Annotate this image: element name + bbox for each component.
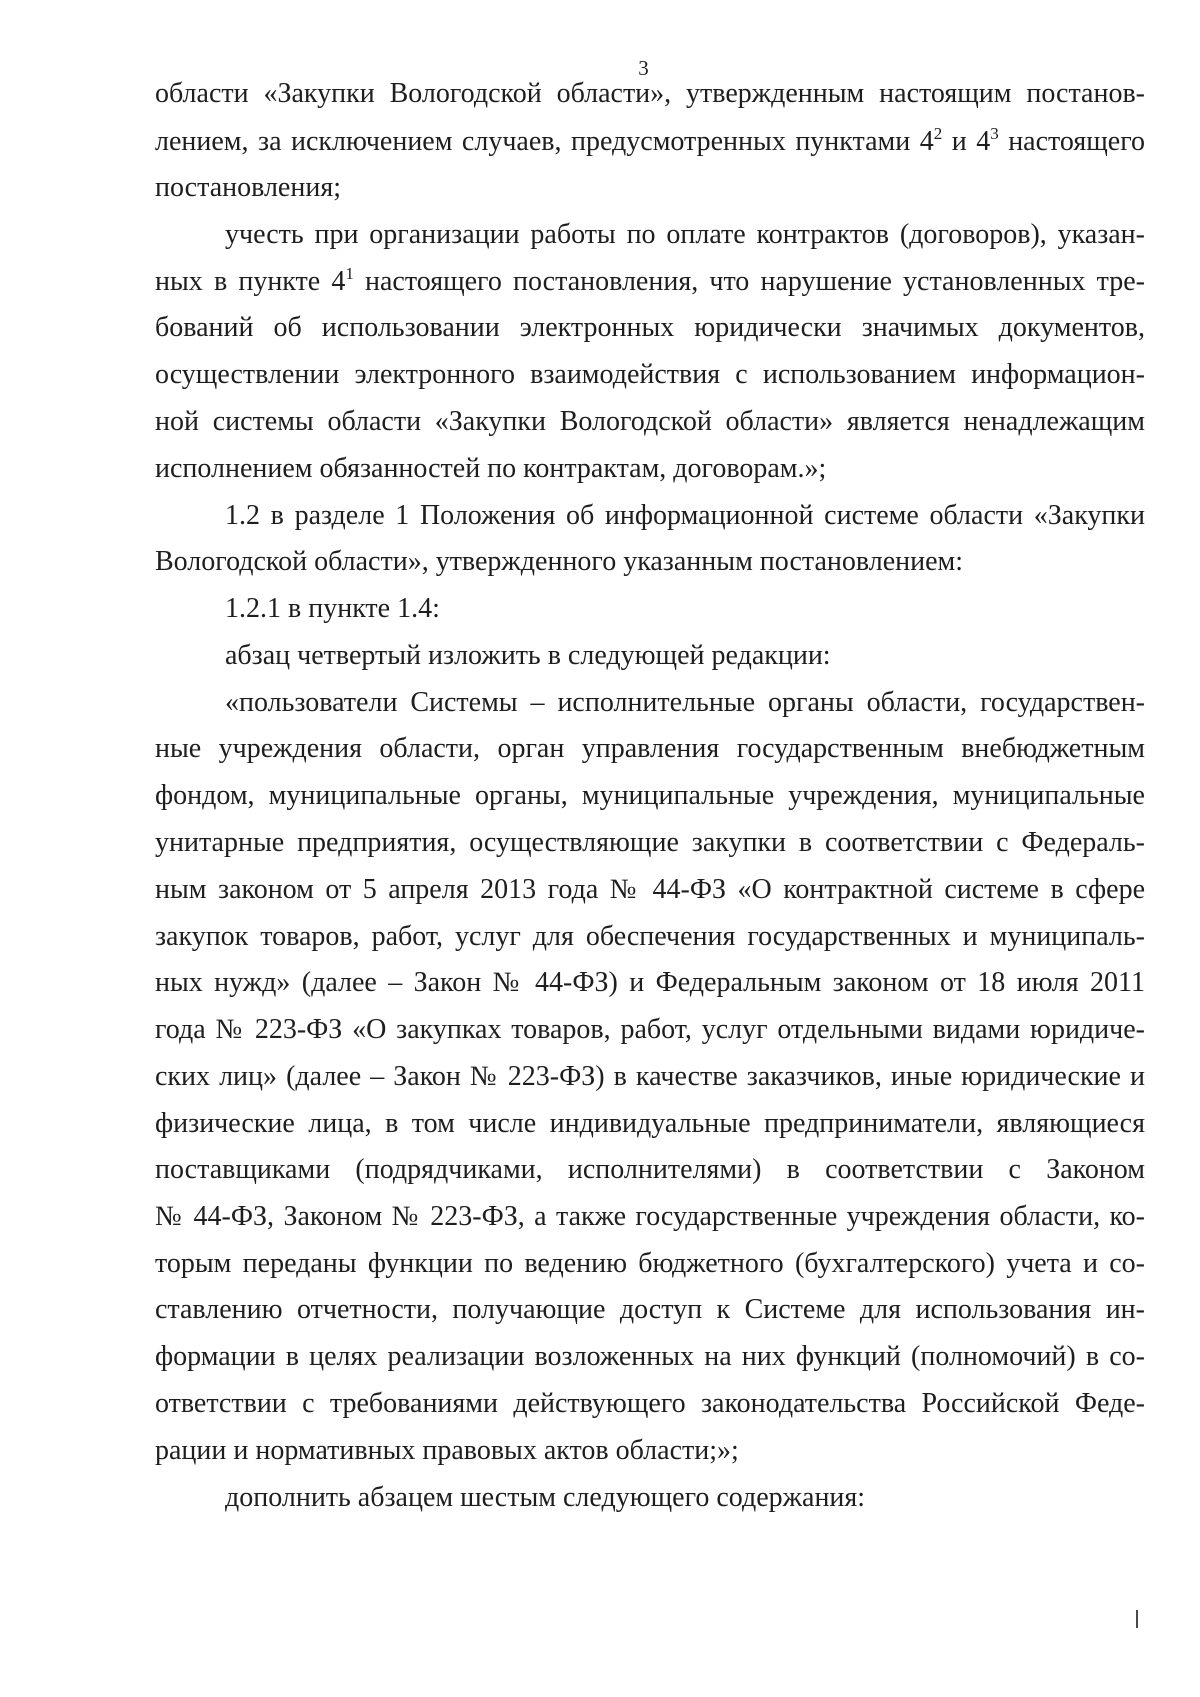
text-line: исполнением обязанностей по контрактам, договорам.»; (155, 453, 827, 484)
text-line: абзац четвертый изложить в следующей редакции: (225, 640, 831, 671)
text-line: закупок товаров, работ, услуг для обеспечения государственных и муниципаль- (155, 921, 1145, 952)
text-line: унитарные предприятия, осуществляющие закупки в соответствии с Федераль- (155, 827, 1145, 858)
superscript: 2 (933, 124, 943, 143)
text-fragment: лением, за исключением случаев, предусмотренных пунктами 4 (155, 126, 934, 157)
text-fragment: и 4 (942, 126, 991, 157)
text-line: физические лица, в том числе индивидуальные предприниматели, являющиеся (155, 1108, 1145, 1139)
text-line: торым переданы функции по ведению бюджетного (бухгалтерского) учета и со- (155, 1248, 1145, 1279)
text-line (155, 265, 1145, 299)
text-line: ные учреждения области, орган управления государственным внебюджетным (155, 733, 1145, 764)
text-line: постановления; (155, 172, 341, 203)
text-line: поставщиками (подрядчиками, исполнителями) в соответствии с Законом (155, 1154, 1145, 1185)
text-line: бований об использовании электронных юридически значимых документов, (155, 312, 1145, 343)
text-fragment: ных в пункте 4 (155, 266, 346, 297)
text-line: ставлению отчетности, получающие доступ к Системе для использования ин- (155, 1294, 1145, 1325)
text-line: фондом, муниципальные органы, муниципальные учреждения, муниципальные (155, 780, 1145, 811)
superscript: 1 (345, 264, 354, 283)
text-line: 1.2.1 в пункте 1.4: (225, 593, 440, 624)
text-line: осуществлении электронного взаимодействия с использованием информацион- (155, 359, 1145, 390)
text-line: формации в целях реализации возложенных на них функций (полномочий) в со- (155, 1341, 1145, 1372)
text-line: дополнить абзацем шестым следующего содержания: (225, 1482, 866, 1513)
text-line: Вологодской области», утвержденного указанным постановлением: (155, 546, 964, 577)
text-line: ной системы области «Закупки Вологодской области» является ненадлежащим (155, 406, 1145, 437)
text-line: рации и нормативных правовых актов области;»; (155, 1435, 739, 1466)
page-number: 3 (638, 56, 649, 80)
text-line: учесть при организации работы по оплате контрактов (договоров), указан- (225, 219, 1145, 250)
text-line: «пользователи Системы – исполнительные органы области, государствен- (225, 687, 1145, 718)
text-line: области «Закупки Вологодской области», утвержденным настоящим постанов- (155, 78, 1145, 109)
text-fragment: настоящего постановления, что нарушение установленных тре- (353, 266, 1145, 297)
text-line: года № 223-ФЗ «О закупках товаров, работ, услуг отдельными видами юридиче- (155, 1014, 1145, 1045)
scan-mark (1136, 1610, 1138, 1628)
text-line: ных нужд» (далее – Закон № 44-ФЗ) и Федеральным законом от 18 июля 2011 (155, 967, 1145, 998)
text-line: ответствии с требованиями действующего законодательства Российской Феде- (155, 1388, 1145, 1419)
text-line: № 44-ФЗ, Законом № 223-ФЗ, а также государственные учреждения области, ко- (155, 1201, 1145, 1232)
text-line: 1.2 в разделе 1 Положения об информационной системе области «Закупки (225, 500, 1145, 531)
text-line: ным законом от 5 апреля 2013 года № 44-ФЗ «О контрактной системе в сфере (155, 874, 1145, 905)
text-line: ских лиц» (далее – Закон № 223-ФЗ) в качестве заказчиков, иные юридические и (155, 1061, 1145, 1092)
text-line (155, 125, 1145, 159)
superscript: 3 (990, 124, 999, 143)
text-fragment: настоящего (998, 126, 1146, 157)
